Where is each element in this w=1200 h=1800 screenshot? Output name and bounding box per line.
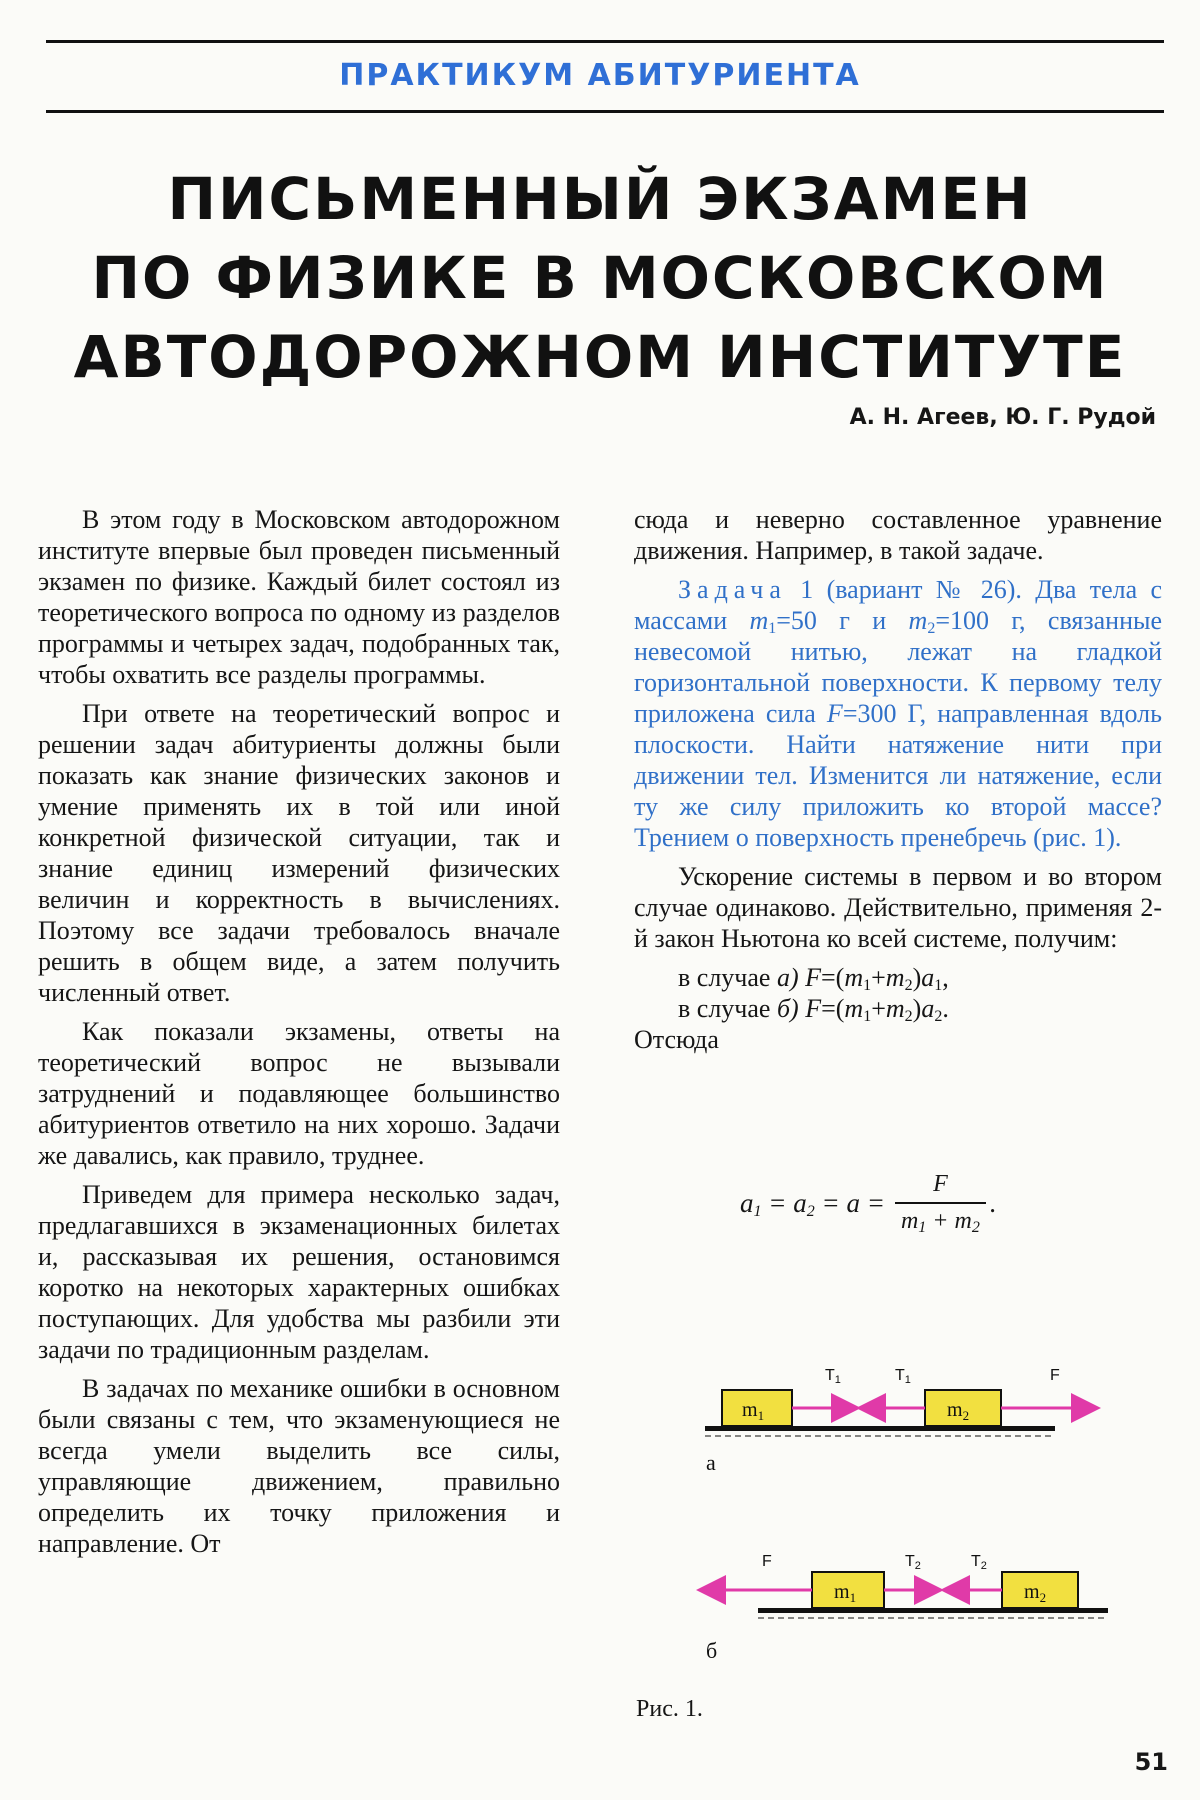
left-column <box>38 504 560 1567</box>
equation-case-a: в случае а) $F=(m_1+m_2)a_1$, <box>678 963 949 994</box>
block-m1-label-a: $m_1$ <box>742 1399 765 1423</box>
acceleration-formula: $a_1 = a_2 = a$ = $\frac{F}{m_1 + m_2}$ . <box>740 1171 997 1236</box>
m2-value: =100 г, <box>935 606 1026 635</box>
diagram-label-b: б <box>706 1638 718 1663</box>
authors: А. Н. Агеев, Ю. Г. Рудой <box>849 405 1156 430</box>
paragraph: сюда и неверно составленное уравнение движения. Например, в такой задаче. <box>634 505 1162 565</box>
title-line: ПИСЬМЕННЫЙ ЭКЗАМЕН <box>167 165 1033 233</box>
problem-text: Два тела с массами <box>634 575 1163 635</box>
title-line: ПО ФИЗИКЕ В МОСКОВСКОМ <box>91 244 1109 312</box>
paragraph: При ответе на теоретический вопрос и решении задач абитуриенты должны были показать как знание физических законов и умение применять их в той или иной конкретной физической ситуации, так и знание единиц измерений физических величин и корректность в вычислениях. Поэтому все задачи требовалось вначале решить в общем виде, а затем получить численный ответ. <box>38 699 560 1007</box>
force-label: F <box>762 1553 772 1570</box>
problem-number: 1 (вариант № 26). <box>800 575 1022 604</box>
header-rule <box>46 110 1164 113</box>
tension-label: T2 <box>905 1553 921 1572</box>
problem-text: направленная вдоль плоскости. Найти натяжение нити при движении тел. Изменится ли натяжение, если ту же силу приложить ко второй массе? Трением о поверхность пренебречь (рис. 1). <box>634 699 1163 852</box>
block-m2-label-a: $m_2$ <box>947 1399 970 1423</box>
diagram-label-a: а <box>706 1450 716 1475</box>
conjunction: и <box>872 606 887 635</box>
paragraph: Приведем для примера несколько задач, предлагавшихся в экзаменационных билетах и, рассказывая их решения, остановимся коротко на некоторых характерных ошибках поступающих. Для удобства мы разбили эти задачи по традиционным разделам. <box>38 1180 560 1364</box>
diagram-a <box>705 1367 1095 1475</box>
diagram-b <box>702 1553 1108 1663</box>
tension-label: T1 <box>825 1367 841 1386</box>
block-m1-label-b: $m_1$ <box>834 1581 857 1605</box>
force-label: F <box>1050 1367 1060 1384</box>
problem-label: Задача <box>678 575 787 604</box>
paragraph: Как показали экзамены, ответы на теоретический вопрос не вызывали затруднений и подавляющее большинство абитуриентов ответило на них хорошо. Задачи же давались, как правило, труднее. <box>38 1017 560 1170</box>
problem-text: связанные невесомой нитью, лежат на гладкой горизонтальной поверхности. К первому телу приложена сила <box>634 606 1162 728</box>
hence-word: Отсюда <box>634 1025 719 1054</box>
figure-caption: Рис. 1. <box>636 1696 703 1722</box>
m1-value: =50 г <box>776 606 850 635</box>
equation-case-b: в случае б) $F=(m_1+m_2)a_2$. <box>678 994 949 1025</box>
page-number: 51 <box>1134 1748 1168 1776</box>
problem-statement: Задача 1 (вариант № 26). Два тела с массами $m_1=50$ г и $m_2=100$ г, связанные невесомой нитью, лежат на гладкой горизонтальной поверхности. К первому телу приложена сила F=300 Г, направленная вдоль плоскости. Найти натяжение нити при движении тел. Изменится ли натяжение, если ту же силу приложить ко второй массе? Трением о поверхность пренебречь (рис. 1). <box>634 575 1163 852</box>
title-line: АВТОДОРОЖНОМ ИНСТИТУТЕ <box>73 323 1127 391</box>
article-title <box>60 160 1140 397</box>
force-value: =300 Г, <box>842 699 927 728</box>
paragraph: Ускорение системы в первом и во втором случае одинаково. Действительно, применяя 2-й закон Ньютона ко всей системе, получим: <box>634 862 1162 953</box>
section-label: ПРАКТИКУМ АБИТУРИЕНТА <box>339 58 861 93</box>
top-rule <box>46 40 1164 43</box>
tension-label: T2 <box>971 1553 987 1572</box>
tension-label: T1 <box>895 1367 911 1386</box>
figure-1-diagram <box>690 1340 1110 1680</box>
paragraph: В этом году в Московском автодорожном институте впервые был проведен письменный экзамен по физике. Каждый билет состоял из теоретического вопроса по одному из разделов программы и четырех задач, подобранных так, чтобы охватить все разделы программы. <box>38 505 560 689</box>
paragraph: В задачах по механике ошибки в основном были связаны с тем, что экзаменующиеся не всегда умели выделить все силы, управляющие движением, правильно определить их точку приложения и направление. От <box>38 1374 560 1558</box>
right-column <box>634 504 1162 1055</box>
block-m2-label-b: $m_2$ <box>1024 1581 1047 1605</box>
